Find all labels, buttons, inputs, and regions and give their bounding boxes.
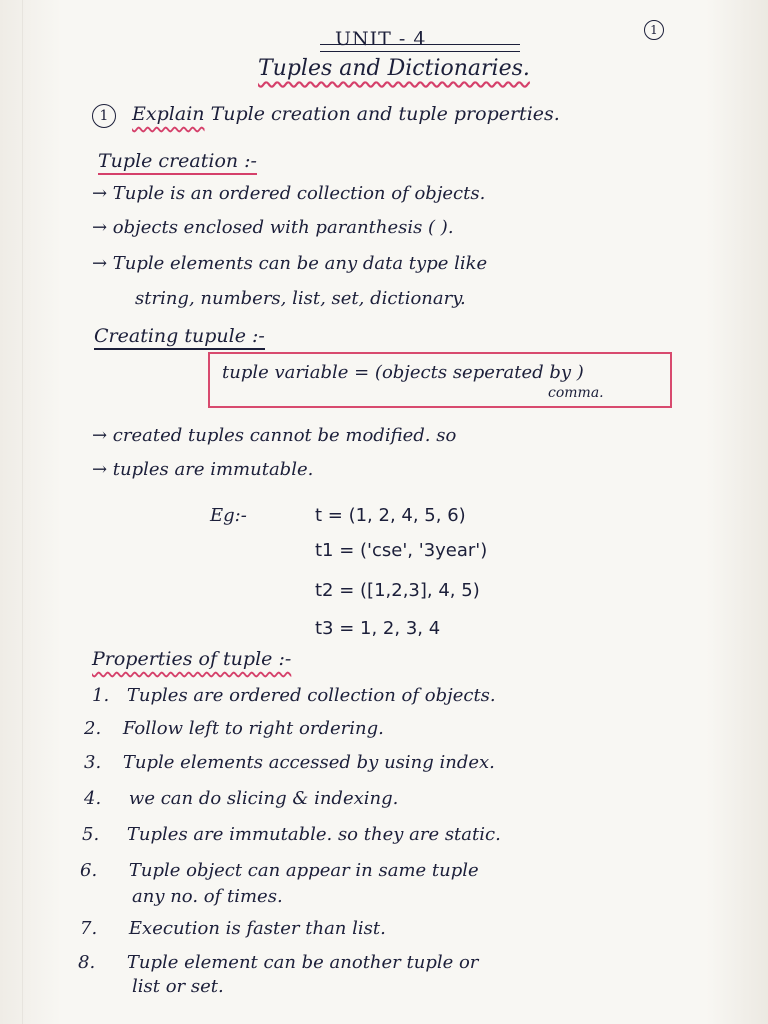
- property-number: 1.: [92, 685, 110, 706]
- property-text: Follow left to right ordering.: [122, 718, 384, 739]
- property-text: Tuples are ordered collection of objects.: [126, 685, 496, 706]
- question-text: Tuple creation and tuple properties.: [210, 103, 560, 125]
- example-line-1: t = (1, 2, 4, 5, 6): [315, 505, 466, 526]
- property-continuation: any no. of times.: [132, 886, 283, 907]
- property-number: 2.: [84, 718, 102, 739]
- property-number: 5.: [82, 824, 100, 845]
- example-line-4: t3 = 1, 2, 3, 4: [315, 618, 441, 639]
- property-text: Tuple object can appear in same tuple: [128, 860, 479, 881]
- property-number: 4.: [84, 788, 102, 809]
- properties-heading: Properties of tuple :-: [92, 648, 292, 670]
- creation-line-4: string, numbers, list, set, dictionary.: [135, 288, 466, 309]
- property-text: we can do slicing & indexing.: [128, 788, 399, 809]
- question-prefix: Explain: [132, 103, 205, 125]
- unit-title: UNIT - 4: [335, 28, 427, 50]
- tuple-creation-heading: Tuple creation :-: [98, 150, 257, 175]
- property-item: [92, 685, 496, 706]
- property-text: Tuples are immutable. so they are static.: [126, 824, 501, 845]
- property-item: [80, 918, 386, 939]
- question-number: 1: [92, 104, 116, 128]
- property-text: Tuple elements accessed by using index.: [122, 752, 495, 773]
- property-text: Execution is faster than list.: [128, 918, 386, 939]
- property-number: 7.: [80, 918, 98, 939]
- creation-line-2: → objects enclosed with paranthesis ( ).: [92, 217, 454, 238]
- creation-line-3: → Tuple elements can be any data type like: [92, 253, 488, 274]
- property-item: [78, 952, 478, 973]
- creating-tuple-heading: Creating tupule :-: [94, 325, 265, 350]
- example-label: Eg:-: [210, 505, 247, 526]
- immutability-note-1: → created tuples cannot be modified. so: [92, 425, 457, 446]
- question-line: [92, 103, 560, 128]
- property-item: [84, 718, 384, 739]
- property-continuation: list or set.: [132, 976, 224, 997]
- syntax-line-2: comma.: [548, 385, 604, 401]
- page-subtitle: Tuples and Dictionaries.: [258, 56, 530, 81]
- property-item: [80, 860, 479, 881]
- property-item: [82, 824, 501, 845]
- property-number: 6.: [80, 860, 98, 881]
- title-double-underline: [320, 44, 520, 52]
- syntax-line-1: tuple variable = (objects seperated by ): [222, 362, 584, 383]
- property-number: 3.: [84, 752, 102, 773]
- creation-line-1: → Tuple is an ordered collection of objects.: [92, 183, 486, 204]
- property-item: [84, 752, 495, 773]
- immutability-note-2: → tuples are immutable.: [92, 459, 314, 480]
- example-line-3: t2 = ([1,2,3], 4, 5): [315, 580, 480, 601]
- page-number: 1: [644, 20, 664, 40]
- page-margin-line: [22, 0, 23, 1024]
- property-item: [84, 788, 398, 809]
- property-number: 8.: [78, 952, 96, 973]
- example-line-2: t1 = ('cse', '3year'): [315, 540, 488, 561]
- property-text: Tuple element can be another tuple or: [126, 952, 479, 973]
